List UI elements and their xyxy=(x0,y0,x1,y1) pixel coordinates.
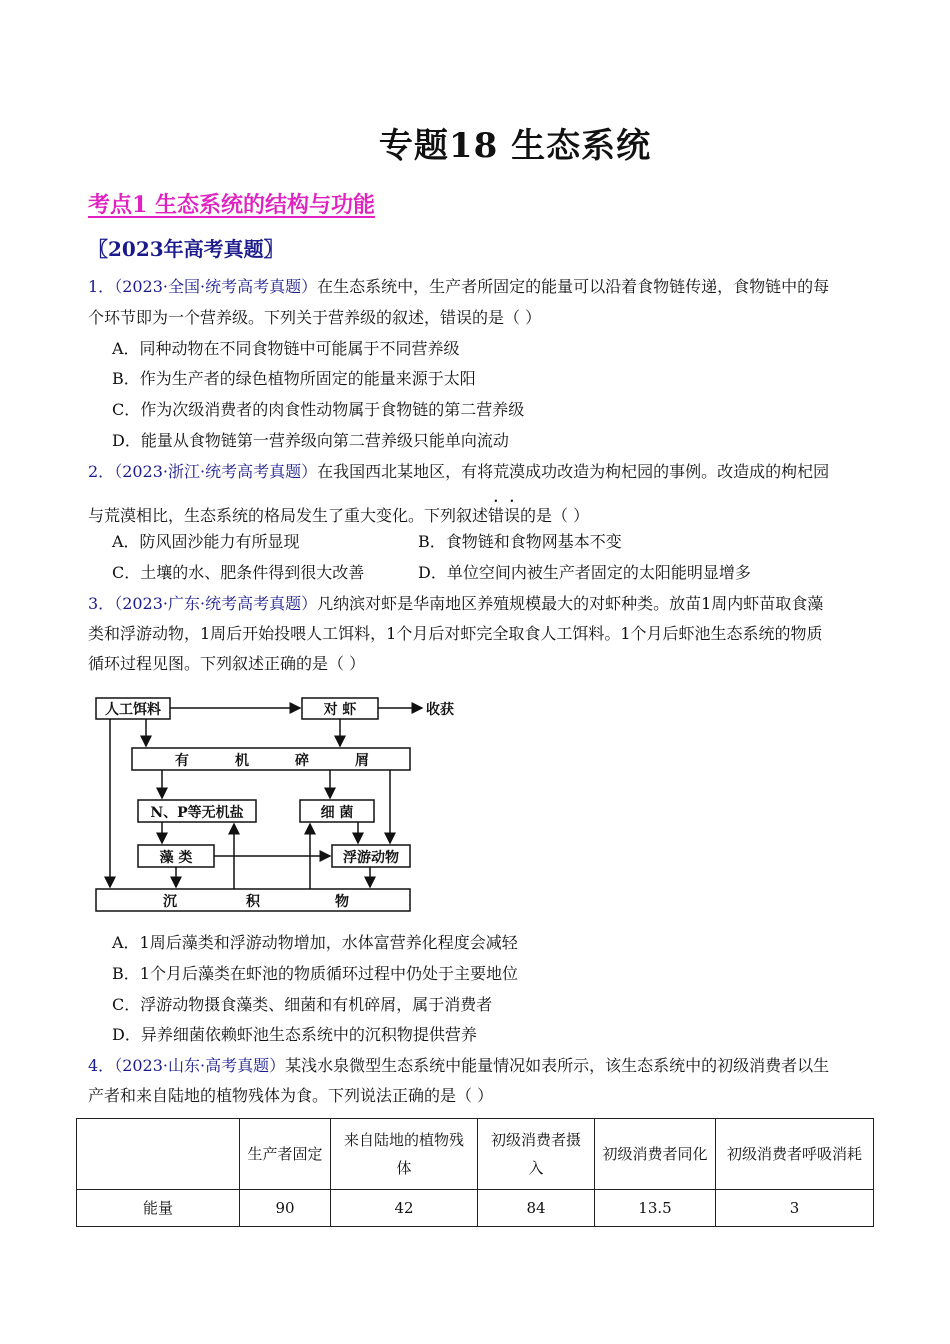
table-cell: 42 xyxy=(331,1190,478,1227)
question-source: （2023·浙江·统考高考真题） xyxy=(114,462,318,481)
question-text: 凡纳滨对虾是华南地区养殖规模最大的对虾种类。放苗1周内虾苗取食藻 xyxy=(317,594,824,613)
question-3-option-d: D．异养细菌依赖虾池生态系统中的沉积物提供营养 xyxy=(112,1025,477,1044)
sediment-char: 积 xyxy=(246,894,260,910)
table-cell: 90 xyxy=(240,1190,331,1227)
detritus-char: 碎 xyxy=(295,753,309,769)
question-number: 3． xyxy=(88,594,115,613)
question-source: （2023·广东·统考高考真题） xyxy=(114,594,318,613)
question-3-option-b: B．1个月后藻类在虾池的物质循环过程中仍处于主要地位 xyxy=(112,964,518,983)
question-3-line-3: 循环过程见图。下列叙述正确的是（ ） xyxy=(88,654,366,673)
table-header-cell: 来自陆地的植物残体 xyxy=(331,1119,478,1190)
table-header-cell: 生产者固定 xyxy=(240,1119,331,1190)
table-row xyxy=(77,1190,874,1227)
question-text: 与荒漠相比，生态系统的格局发生了重大变化。下列叙述 xyxy=(88,506,489,525)
question-4-line-2: 产者和来自陆地的植物残体为食。下列说法正确的是（ ） xyxy=(88,1086,494,1105)
table-cell: 84 xyxy=(478,1190,595,1227)
question-2-line-1 xyxy=(88,462,829,482)
question-1-line-2: 个环节即为一个营养级。下列关于营养级的叙述，错误的是（ ） xyxy=(88,308,542,327)
table-header-cell: 初级消费者同化 xyxy=(595,1119,716,1190)
question-number: 1． xyxy=(88,277,115,296)
bacteria-label: 细 菌 xyxy=(320,805,354,821)
detritus-char: 屑 xyxy=(355,753,369,769)
question-3-line-1 xyxy=(88,594,823,614)
energy-table xyxy=(76,1118,874,1227)
salts-label: N、P等无机盐 xyxy=(150,805,244,821)
detritus-char: 机 xyxy=(235,753,249,769)
table-header-cell: 初级消费者呼吸消耗 xyxy=(716,1119,874,1190)
question-1-option-c: C．作为次级消费者的肉食性动物属于食物链的第二营养级 xyxy=(112,400,525,419)
feed-label: 人工饵料 xyxy=(105,702,161,718)
sediment-char: 沉 xyxy=(163,894,177,910)
table-row-label: 能量 xyxy=(77,1190,240,1227)
question-source: （2023·全国·统考高考真题） xyxy=(114,277,318,296)
question-1-option-d: D．能量从食物链第一营养级向第二营养级只能单向流动 xyxy=(112,431,509,450)
nutrient-cycle-diagram xyxy=(90,690,470,915)
question-source: （2023·山东·高考真题） xyxy=(114,1056,286,1075)
question-2-option-b: B．食物链和食物网基本不变 xyxy=(418,532,622,551)
question-number: 2． xyxy=(88,462,115,481)
question-3-option-a: A．1周后藻类和浮游动物增加，水体富营养化程度会减轻 xyxy=(112,933,518,952)
question-3-option-c: C．浮游动物摄食藻类、细菌和有机碎屑，属于消费者 xyxy=(112,995,493,1014)
question-text: 在我国西北某地区，有将荒漠成功改造为枸杞园的事例。改造成的枸杞园 xyxy=(317,462,830,481)
table-cell: 13.5 xyxy=(595,1190,716,1227)
table-header-row xyxy=(77,1119,874,1190)
section-heading: 考点1 生态系统的结构与功能 xyxy=(88,192,375,218)
table-header-cell: 初级消费者摄入 xyxy=(478,1119,595,1190)
subsection-heading: 〖2023年高考真题〗 xyxy=(88,237,284,261)
emphasized-word: 错误 xyxy=(488,506,521,525)
question-number: 4． xyxy=(88,1056,115,1075)
question-2-line-2 xyxy=(88,497,589,526)
question-2-option-d: D．单位空间内被生产者固定的太阳能明显增多 xyxy=(418,563,751,582)
question-1-line-1 xyxy=(88,277,829,297)
question-2-option-c: C．土壤的水、肥条件得到很大改善 xyxy=(112,563,365,582)
zooplankton-label: 浮游动物 xyxy=(343,850,399,866)
algae-label: 藻 类 xyxy=(159,850,193,866)
question-text: 的是（ ） xyxy=(520,506,590,525)
question-3-line-2: 类和浮游动物，1周后开始投喂人工饵料，1个月后对虾完全取食人工饵料。1个月后虾池生态系统的物质 xyxy=(88,624,823,643)
page-title: 专题18 生态系统 xyxy=(378,126,652,166)
table-header-cell xyxy=(77,1119,240,1190)
question-1-option-a: A．同种动物在不同食物链中可能属于不同营养级 xyxy=(112,339,460,358)
shrimp-label: 对 虾 xyxy=(323,702,357,718)
table-cell: 3 xyxy=(716,1190,874,1227)
sediment-char: 物 xyxy=(335,894,349,910)
question-2-option-a: A．防风固沙能力有所显现 xyxy=(112,532,300,551)
question-1-option-b: B．作为生产者的绿色植物所固定的能量来源于太阳 xyxy=(112,369,476,388)
question-text: 在生态系统中，生产者所固定的能量可以沿着食物链传递，食物链中的每 xyxy=(317,277,830,296)
detritus-char: 有 xyxy=(175,753,189,769)
question-text: 某浅水泉微型生态系统中能量情况如表所示，该生态系统中的初级消费者以生 xyxy=(285,1056,830,1075)
harvest-label: 收获 xyxy=(426,702,454,718)
question-4-line-1 xyxy=(88,1056,829,1076)
